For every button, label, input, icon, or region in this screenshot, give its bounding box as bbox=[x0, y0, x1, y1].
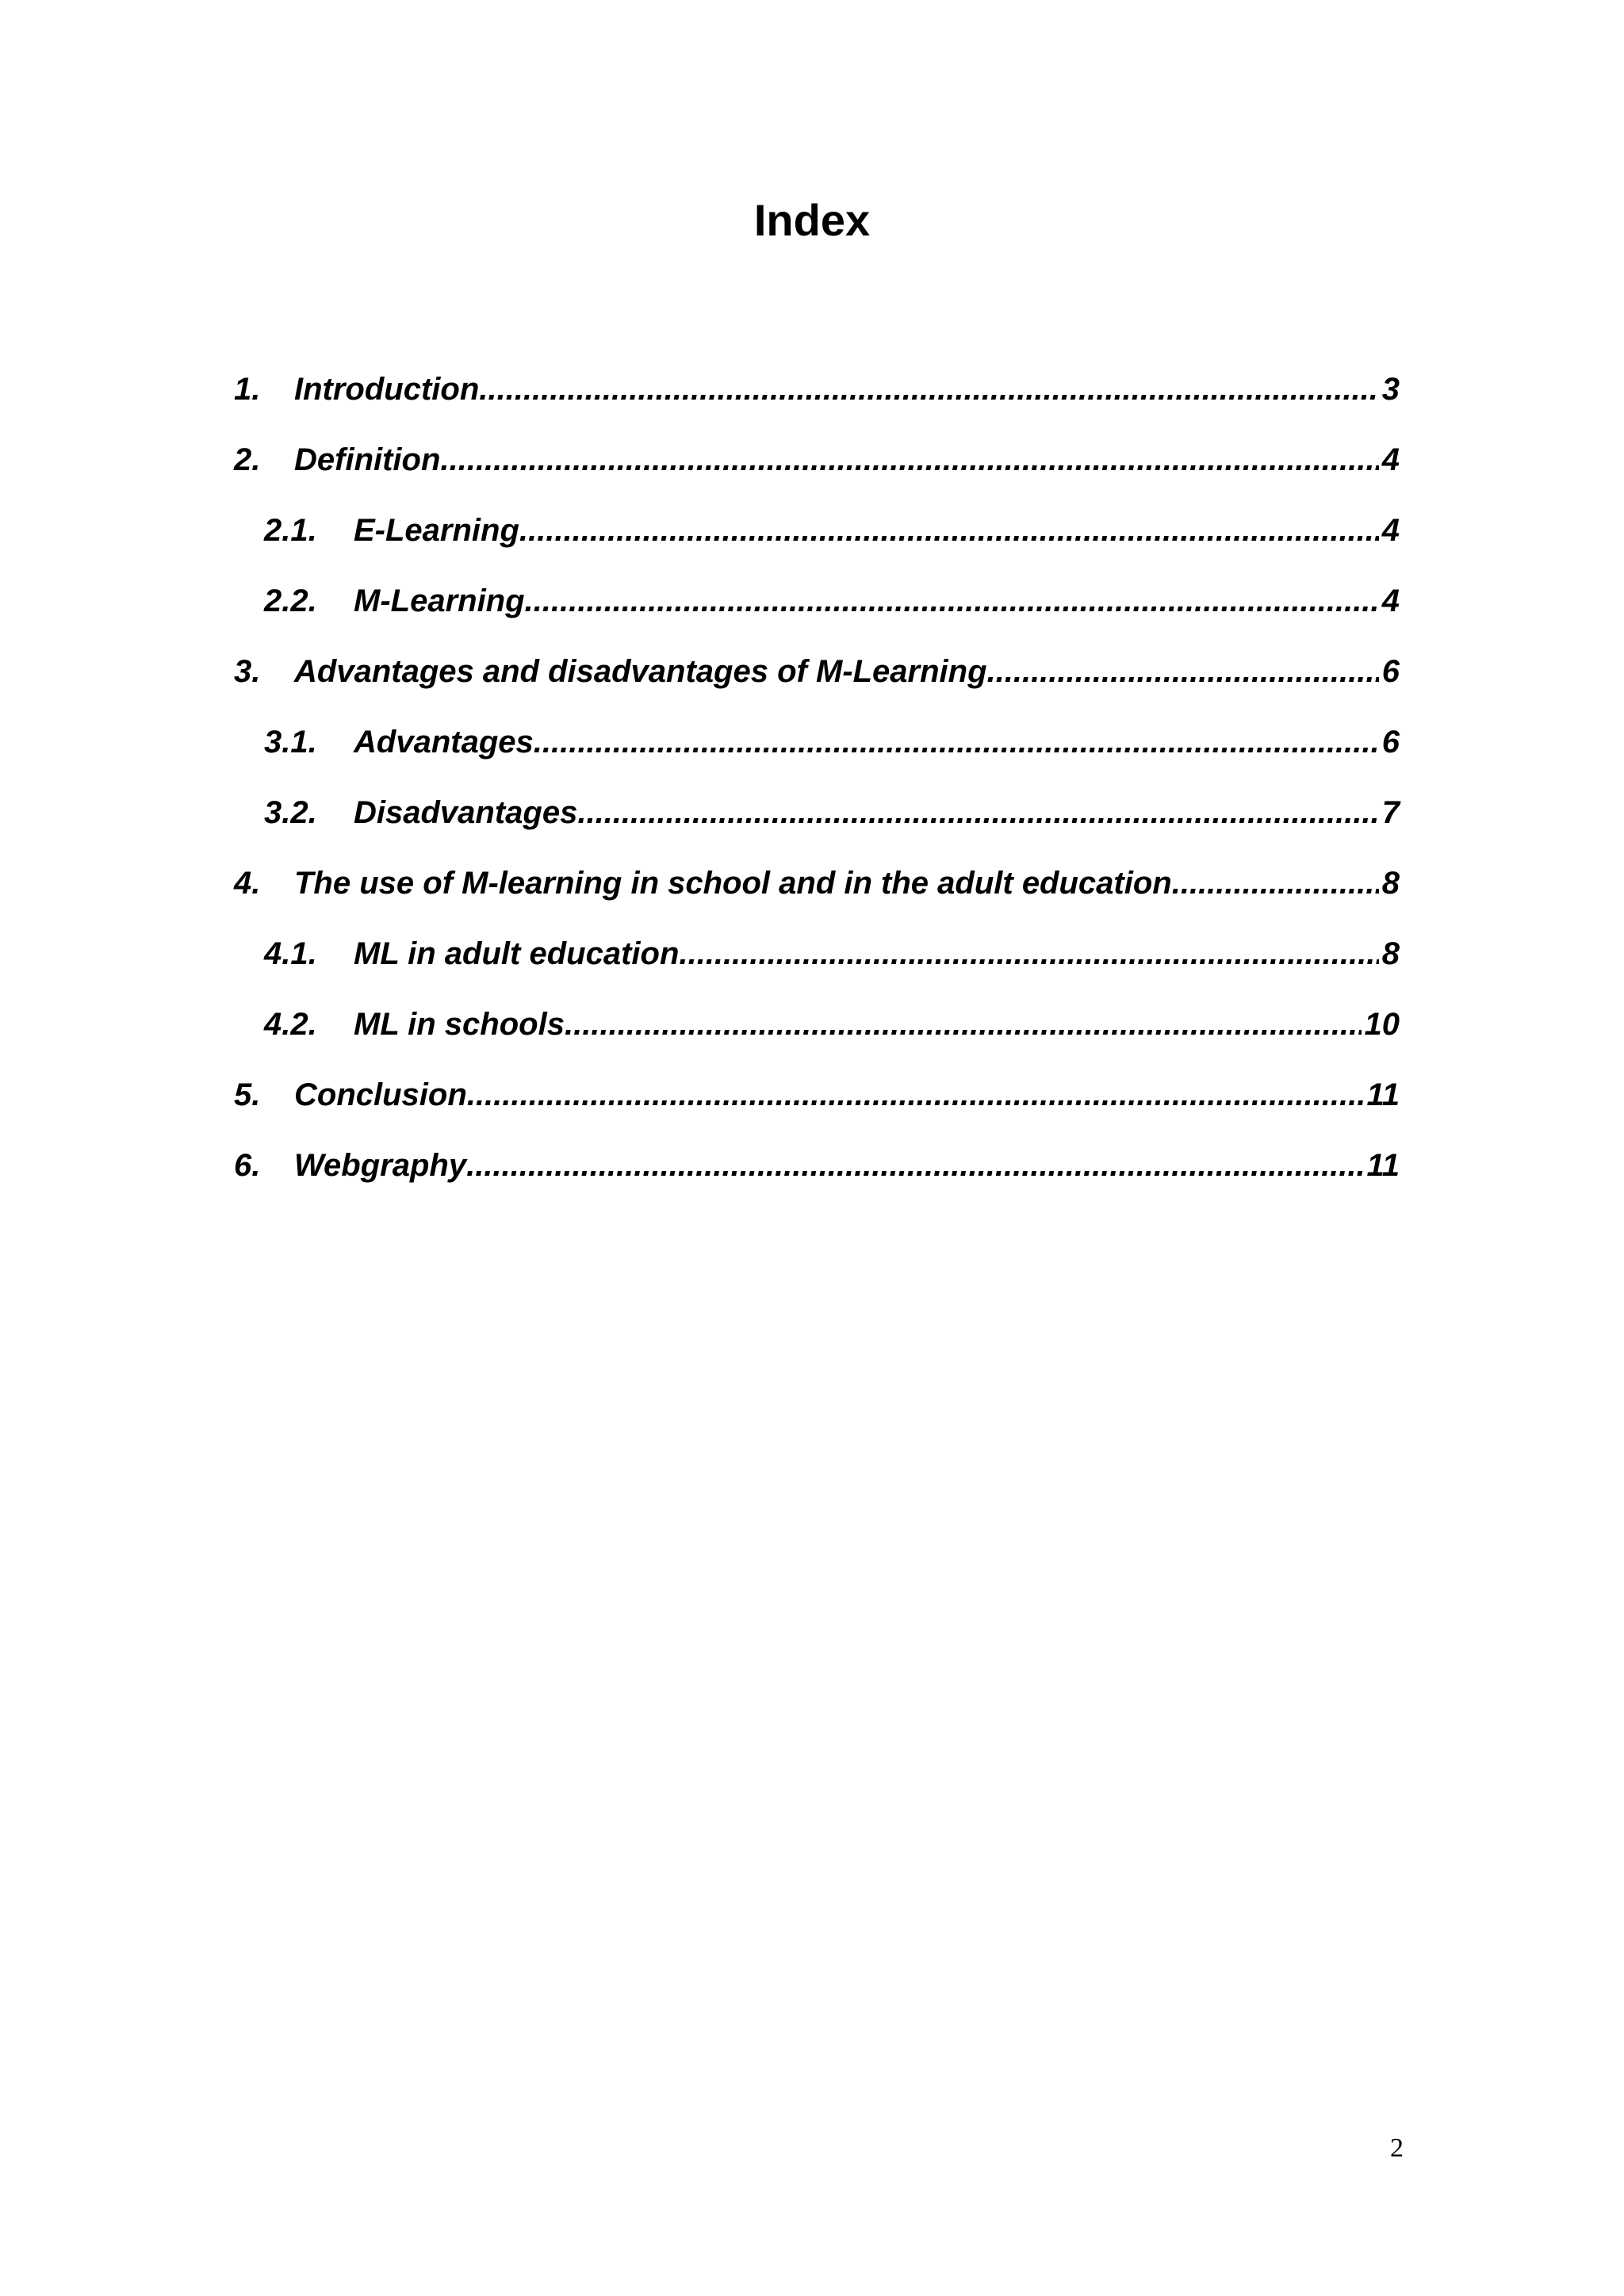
toc-entry-ml-in-adult-education[interactable] bbox=[234, 925, 1400, 996]
toc-entry-label: Advantages and disadvantages of M-Learning bbox=[294, 654, 987, 689]
toc-entry-number: 3.1. bbox=[264, 725, 317, 760]
toc-entry-ml-in-schools[interactable] bbox=[234, 996, 1400, 1066]
dot-leader bbox=[519, 502, 1379, 559]
table-of-contents bbox=[234, 361, 1400, 1207]
toc-entry-page: 7 bbox=[1381, 795, 1400, 830]
toc-entry-label: Introduction bbox=[294, 372, 480, 407]
toc-entry-label: The use of M-learning in school and in the adult education bbox=[294, 866, 1172, 901]
toc-entry-advantages-and-disadvantages[interactable] bbox=[234, 643, 1400, 714]
dot-leader bbox=[440, 431, 1378, 488]
dot-leader bbox=[479, 361, 1378, 418]
toc-entry-page: 8 bbox=[1381, 866, 1400, 901]
toc-entry-number: 3.2. bbox=[264, 795, 317, 830]
toc-entry-number: 2.2. bbox=[264, 584, 317, 618]
toc-entry-page: 10 bbox=[1364, 1007, 1400, 1042]
toc-entry-label: Advantages bbox=[354, 725, 534, 760]
dot-leader bbox=[467, 1066, 1364, 1123]
toc-entry-number: 4.2. bbox=[264, 1007, 317, 1042]
toc-entry-label: E-Learning bbox=[354, 513, 519, 548]
toc-entry-page: 6 bbox=[1381, 654, 1400, 689]
toc-entry-definition[interactable] bbox=[234, 431, 1400, 502]
page-number: 2 bbox=[1390, 2133, 1404, 2163]
dot-leader bbox=[466, 1137, 1363, 1194]
toc-entry-advantages[interactable] bbox=[234, 714, 1400, 784]
dot-leader bbox=[525, 572, 1379, 629]
toc-entry-page: 4 bbox=[1381, 513, 1400, 548]
toc-entry-label: M-Learning bbox=[354, 584, 525, 618]
toc-entry-page: 4 bbox=[1381, 442, 1400, 477]
toc-entry-number: 2.1. bbox=[264, 513, 317, 548]
dot-leader bbox=[679, 925, 1378, 982]
toc-entry-label: Definition bbox=[294, 442, 441, 477]
toc-entry-label: Conclusion bbox=[294, 1077, 467, 1112]
dot-leader bbox=[573, 996, 1361, 1053]
toc-entry-use-of-m-learning[interactable] bbox=[234, 855, 1400, 925]
toc-entry-page: 6 bbox=[1381, 725, 1400, 760]
toc-entry-number: 4.1. bbox=[264, 936, 317, 971]
toc-entry-page: 3 bbox=[1381, 372, 1400, 407]
toc-entry-number: 6. bbox=[234, 1148, 261, 1183]
dot-leader bbox=[1172, 855, 1379, 912]
toc-entry-number: 3. bbox=[234, 654, 261, 689]
toc-entry-number: 2. bbox=[234, 442, 261, 477]
toc-entry-introduction[interactable] bbox=[234, 361, 1400, 431]
toc-entry-page: 11 bbox=[1366, 1148, 1400, 1183]
page-title: Index bbox=[753, 195, 871, 245]
toc-entry-label: ML in adult education bbox=[354, 936, 680, 971]
toc-entry-label: Disadvantages bbox=[354, 795, 578, 830]
toc-entry-conclusion[interactable] bbox=[234, 1066, 1400, 1137]
dot-leader bbox=[987, 643, 1379, 700]
toc-entry-label: Webgraphy bbox=[294, 1148, 467, 1183]
toc-entry-disadvantages[interactable] bbox=[234, 784, 1400, 855]
toc-entry-page: 11 bbox=[1366, 1077, 1400, 1112]
toc-entry-webgraphy[interactable] bbox=[234, 1137, 1400, 1207]
toc-entry-e-learning[interactable] bbox=[234, 502, 1400, 572]
dot-leader bbox=[534, 714, 1379, 771]
toc-entry-number: 4. bbox=[234, 866, 261, 901]
toc-entry-label: ML in schools. bbox=[354, 1007, 574, 1042]
dot-leader bbox=[577, 784, 1378, 841]
toc-entry-number: 5. bbox=[234, 1077, 261, 1112]
toc-entry-m-learning[interactable] bbox=[234, 572, 1400, 643]
toc-entry-page: 4 bbox=[1381, 584, 1400, 618]
toc-entry-number: 1. bbox=[234, 372, 261, 407]
toc-entry-page: 8 bbox=[1381, 936, 1400, 971]
